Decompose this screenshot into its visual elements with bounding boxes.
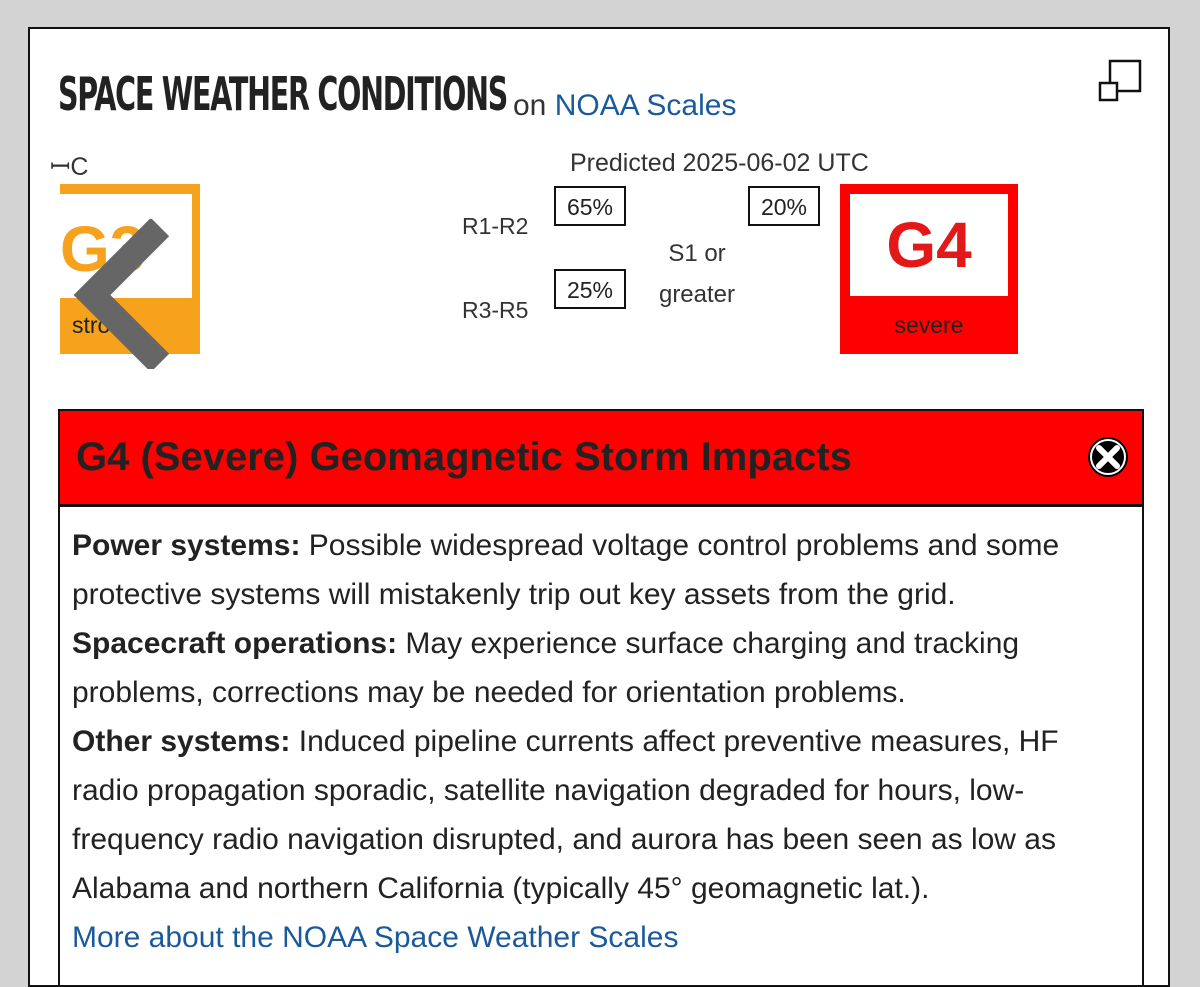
space-weather-panel	[28, 27, 1170, 987]
other-systems-label: Other systems:	[72, 725, 291, 758]
title-subtext	[513, 89, 736, 123]
r1-r2-label: R1-R2	[462, 213, 529, 239]
g4-description: severe	[894, 312, 964, 338]
chevron-left-icon[interactable]	[72, 219, 202, 369]
g4-card-inner	[850, 194, 1008, 296]
close-icon[interactable]	[1086, 435, 1130, 479]
impacts-popup	[58, 409, 1144, 987]
other-systems-text: Induced pipeline currents affect preventive measures, HF radio propagation sporadic, satellite navigation degraded for hours, low-frequency radio navigation disrupted, and aurora has been seen as low as Alabama and northern California (typically 45° geomagnetic lat.).	[72, 725, 1059, 905]
s1-label	[642, 233, 752, 315]
power-systems-text: Possible widespread voltage control problems and some protective systems will mistakenly trip out key assets from the grid.	[72, 529, 1060, 611]
s1-label-line1: S1 or	[668, 240, 726, 267]
spacecraft-operations-text: May experience surface charging and tracking problems, corrections may be needed for orientation problems.	[72, 627, 1020, 709]
g4-level-text: G4	[886, 209, 972, 281]
impacts-body	[60, 507, 1142, 962]
more-about-scales-link[interactable]: More about the NOAA Space Weather Scales	[72, 921, 679, 954]
s1-percent: 20%	[748, 186, 820, 226]
s1-label-line2: greater	[658, 281, 736, 308]
title-on-text: on	[513, 89, 547, 122]
noaa-scales-link[interactable]: NOAA Scales	[554, 89, 737, 122]
power-systems-label: Power systems:	[72, 529, 301, 562]
title-row	[58, 67, 782, 121]
r3-r5-percent: 25%	[554, 269, 626, 309]
expand-icon[interactable]	[1098, 59, 1142, 103]
current-utc-label: ꟷC	[50, 153, 89, 181]
page-title: SPACE WEATHER CONDITIONS	[58, 67, 508, 121]
spacecraft-operations-label: Spacecraft operations:	[72, 627, 398, 660]
g3-level-text: G3	[60, 213, 146, 285]
g3-description: strong	[72, 312, 136, 338]
predicted-g-scale-card[interactable]	[840, 184, 1018, 354]
predicted-label: Predicted 2025-06-02 UTC	[570, 149, 869, 177]
r1-r2-percent: 65%	[554, 186, 626, 226]
r3-r5-label: R3-R5	[462, 297, 529, 323]
impacts-title: G4 (Severe) Geomagnetic Storm Impacts	[76, 435, 852, 479]
impacts-header	[60, 411, 1142, 507]
